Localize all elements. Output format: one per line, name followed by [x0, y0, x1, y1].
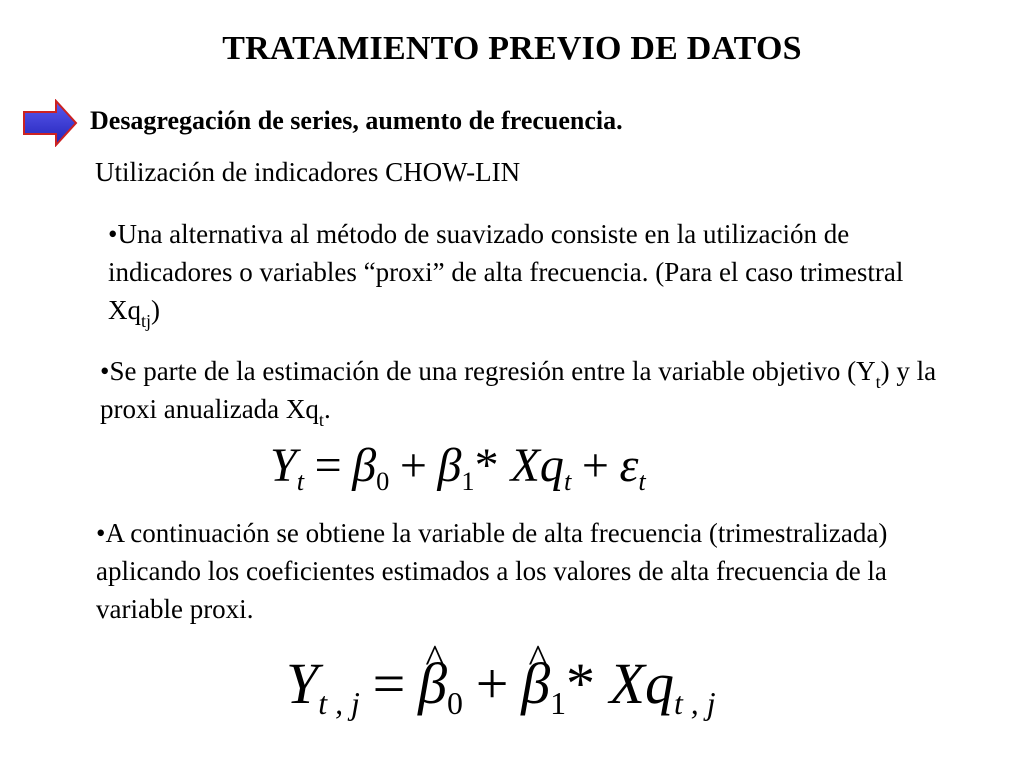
eq1-error: ε: [619, 439, 639, 492]
slide-title: TRATAMIENTO PREVIO DE DATOS: [222, 30, 802, 67]
eq1-error-subscript: t: [638, 466, 646, 497]
eq2-beta1-hat: ^ β: [521, 650, 550, 717]
bullet-paragraph-3: •A continuación se obtiene la variable de alta frecuencia (trimestralizada) aplicando los coeficientes estimados a los valores de alta frecuencia de la variable proxi.: [96, 518, 888, 624]
eq1-proxy: Xq: [510, 439, 564, 492]
bullet-1-subscript: tj: [141, 311, 152, 331]
right-arrow-icon: [22, 99, 78, 147]
eq2-proxy-subscript: t , j: [673, 686, 716, 722]
eq1-times: *: [474, 439, 499, 492]
eq1-beta1-subscript: 1: [461, 466, 475, 497]
eq1-beta0: β: [352, 439, 377, 492]
bullet-2-end: .: [323, 394, 331, 424]
eq2-lhs-subscript: t , j: [318, 686, 360, 722]
method-subheading: Utilización de indicadores CHOW-LIN: [95, 157, 521, 187]
bullet-2-text-b: ) y la proxi anualizada Xq: [100, 356, 937, 424]
bullet-2-subscript-b: t: [318, 410, 324, 430]
bullet-1-text: •Una alternativa al método de suavizado consiste en la utilización de indicadores o variables “proxi” de alta frecuencia. (Para el caso trimestral Xq: [108, 219, 904, 325]
estimation-equation: [286, 650, 716, 722]
eq1-beta0-subscript: 0: [376, 466, 390, 497]
bullet-1-end: ): [151, 295, 161, 325]
regression-equation: [270, 438, 646, 497]
eq2-beta0-hat: ^ β: [418, 650, 447, 717]
bullet-2-subscript-a: t: [875, 372, 881, 392]
bullet-paragraph-2: [100, 352, 960, 428]
eq1-lhs-subscript: t: [296, 466, 305, 497]
eq2-lhs: Y: [286, 651, 319, 716]
section-subtitle: Desagregación de series, aumento de frecuencia.: [90, 106, 623, 135]
bullet-2-text-a: •Se parte de la estimación de una regresión entre la variable objetivo (Y: [100, 356, 876, 386]
eq1-proxy-subscript: t: [563, 466, 572, 497]
eq2-plus: +: [475, 651, 509, 716]
eq1-plus-1: +: [399, 439, 427, 492]
eq1-plus-2: +: [581, 439, 609, 492]
bullet-paragraph-1: [108, 215, 908, 329]
eq2-times: *: [566, 651, 596, 716]
eq2-equals: =: [372, 651, 406, 716]
eq2-proxy: Xq: [609, 651, 674, 716]
eq2-beta1-subscript: 1: [550, 686, 567, 722]
eq2-beta0-subscript: 0: [447, 686, 463, 722]
eq1-equals: =: [314, 439, 342, 492]
eq1-beta1: β: [437, 439, 462, 492]
eq1-lhs: Y: [270, 439, 297, 492]
